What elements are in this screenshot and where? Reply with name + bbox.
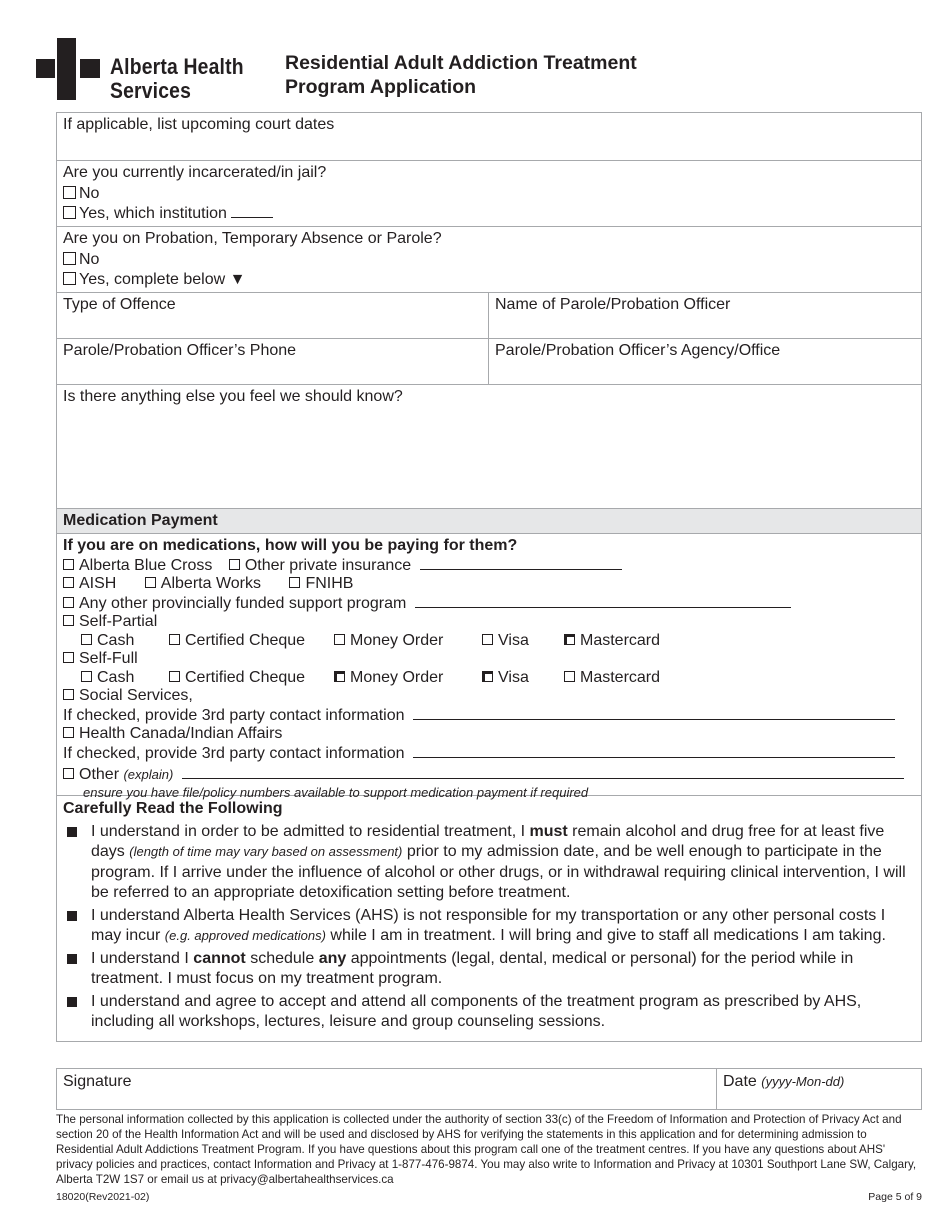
third-party-field-1[interactable] [413, 706, 895, 720]
terms-1-emphasis: must [529, 822, 568, 840]
probation-no-checkbox[interactable] [63, 252, 76, 265]
self-full-option[interactable] [63, 650, 915, 669]
full-cash-label: Cash [97, 668, 135, 686]
officer-agency-field[interactable] [489, 339, 921, 384]
other-explain-label: (explain) [123, 767, 174, 782]
third-party-field-2[interactable] [413, 744, 895, 758]
privacy-notice: The personal information collected by this application is collected under the authority of section 33(c) of the Freedom of Information and Protection of Privacy Act and section 20 of the Health Information Act and will be used and disclosed by AHS for verifying the statements in this application and for determining admission to Residential Adult Addictions Treatment Program. If you have questions about this program call one of the treatment centres. If you have any questions about AHS' privacy policies and practices, contact Information and Privacy at 1-877-476-9874. You may also write to Information and Privacy at 10301 Southport Lane SW, Calgary, Alberta T2W 1S7 or email us at privacy@albertahealthservices.ca [56, 1113, 917, 1186]
other-private-option[interactable] [229, 557, 411, 576]
officer-contact-row [57, 339, 921, 385]
third-party-label-1: If checked, provide 3rd party contact information [63, 706, 405, 724]
blue-cross-label: Alberta Blue Cross [79, 556, 213, 574]
partial-money-order-option[interactable] [334, 632, 482, 651]
court-dates-row[interactable] [57, 113, 921, 161]
probation-question: Are you on Probation, Temporary Absence or Parole? [63, 230, 442, 247]
alberta-works-option[interactable] [145, 575, 261, 594]
self-full-checkbox[interactable] [63, 652, 74, 663]
terms-item [63, 906, 915, 947]
date-label: Date [723, 1073, 757, 1090]
terms-2-text-b: while I am in treatment. I will bring and give to staff all medications I am taking. [325, 927, 886, 944]
signature-row [56, 1068, 922, 1110]
blue-cross-checkbox[interactable] [63, 559, 74, 570]
probation-no-option[interactable] [63, 250, 915, 271]
full-cash-option[interactable] [81, 669, 169, 688]
officer-name-label: Name of Parole/Probation Officer [495, 296, 731, 313]
incarcerated-no-label: No [79, 184, 100, 202]
partial-visa-label: Visa [498, 631, 529, 649]
terms-3-text-b: schedule [245, 949, 319, 967]
partial-cash-checkbox[interactable] [81, 634, 92, 645]
medication-section-title: Medication Payment [57, 509, 921, 534]
document-title-line-1: Residential Adult Addiction Treatment [285, 52, 637, 74]
terms-3-text-a: I understand I [91, 949, 194, 967]
self-partial-option[interactable] [63, 613, 915, 632]
probation-no-label: No [79, 250, 100, 268]
incarcerated-no-option[interactable] [63, 184, 915, 205]
page-header [0, 0, 950, 112]
anything-else-row[interactable] [57, 385, 921, 509]
full-mastercard-checkbox[interactable] [564, 671, 575, 682]
full-cheque-option[interactable] [169, 669, 334, 688]
aish-checkbox[interactable] [63, 577, 74, 588]
health-canada-option[interactable] [63, 725, 915, 744]
type-of-offence-field[interactable] [57, 293, 489, 338]
incarcerated-yes-checkbox[interactable] [63, 206, 76, 219]
brand-line-1: Alberta Health [110, 54, 244, 79]
document-title-line-2: Program Application [285, 76, 477, 98]
full-cash-checkbox[interactable] [81, 671, 92, 682]
incarcerated-row [57, 161, 921, 227]
self-partial-methods [63, 632, 915, 651]
full-mastercard-option[interactable] [564, 669, 660, 688]
terms-item [63, 822, 915, 904]
other-field[interactable] [182, 765, 904, 779]
other-private-checkbox[interactable] [229, 559, 240, 570]
other-checkbox[interactable] [63, 768, 74, 779]
partial-visa-checkbox[interactable] [482, 634, 493, 645]
full-visa-option[interactable] [482, 669, 564, 688]
blue-cross-option[interactable] [63, 557, 212, 576]
probation-yes-checkbox[interactable] [63, 272, 76, 285]
full-cheque-label: Certified Cheque [185, 668, 306, 686]
ahs-logo-icon [36, 38, 100, 100]
incarcerated-question: Are you currently incarcerated/in jail? [63, 164, 327, 181]
health-canada-checkbox[interactable] [63, 727, 74, 738]
brand-line-2: Services [110, 78, 192, 103]
application-form [56, 112, 922, 1042]
brand-name [110, 55, 244, 103]
other-private-field[interactable] [420, 556, 622, 570]
probation-yes-option[interactable] [63, 270, 915, 291]
page-number: Page 5 of 9 [868, 1191, 922, 1203]
full-money-order-label: Money Order [350, 668, 444, 686]
full-cheque-checkbox[interactable] [169, 671, 180, 682]
terms-1-text-b: remain alcohol and drug free for at least five days [91, 822, 885, 860]
type-of-offence-label: Type of Offence [63, 296, 176, 313]
officer-name-field[interactable] [489, 293, 921, 338]
fnihb-option[interactable] [289, 575, 353, 594]
terms-4-text: I understand and agree to accept and attend all components of the treatment program as prescribed by AHS, including all workshops, lectures, leisure and group counseling sessions. [91, 992, 862, 1030]
aish-option[interactable] [63, 575, 116, 594]
date-field[interactable] [717, 1069, 921, 1109]
signature-label: Signature [63, 1073, 132, 1090]
partial-cash-option[interactable] [81, 632, 169, 651]
court-dates-label: If applicable, list upcoming court dates [63, 116, 335, 133]
partial-cash-label: Cash [97, 631, 135, 649]
fnihb-label: FNIHB [305, 575, 354, 592]
health-canada-label: Health Canada/Indian Affairs [79, 725, 283, 742]
officer-agency-label: Parole/Probation Officer’s Agency/Office [495, 342, 781, 359]
probation-row [57, 227, 921, 293]
incarcerated-no-checkbox[interactable] [63, 186, 76, 199]
partial-cheque-checkbox[interactable] [169, 634, 180, 645]
partial-visa-option[interactable] [482, 632, 564, 651]
incarcerated-yes-option[interactable] [63, 204, 915, 225]
provincial-option[interactable] [63, 595, 406, 614]
full-mastercard-label: Mastercard [580, 668, 661, 686]
self-partial-label: Self-Partial [79, 613, 158, 630]
partial-cheque-label: Certified Cheque [185, 631, 306, 649]
signature-field[interactable] [57, 1069, 717, 1109]
medication-note: ensure you have file/policy numbers available to support medication payment if required [83, 784, 589, 800]
partial-mastercard-checkbox[interactable] [564, 634, 575, 645]
terms-title: Carefully Read the Following [63, 800, 283, 817]
anything-else-label: Is there anything else you feel we should know? [63, 388, 403, 405]
officer-phone-label: Parole/Probation Officer’s Phone [63, 342, 297, 359]
terms-3-emphasis-1: cannot [193, 949, 246, 967]
terms-item [63, 949, 915, 990]
social-services-label: Social Services, [79, 687, 193, 704]
self-full-label: Self-Full [79, 650, 138, 667]
medication-payment-block [57, 534, 921, 800]
terms-2-text-a: I understand Alberta Health Services (AHS) is not responsible for my transportation or any other personal costs I may incur [91, 906, 886, 944]
self-full-methods [63, 669, 915, 688]
bullet-square-icon [67, 997, 77, 1007]
fnihb-checkbox[interactable] [289, 577, 300, 588]
partial-mastercard-label: Mastercard [580, 631, 661, 649]
incarcerated-yes-label: Yes, which institution [79, 205, 227, 222]
self-partial-checkbox[interactable] [63, 615, 74, 626]
alberta-works-checkbox[interactable] [145, 577, 156, 588]
date-format-hint: (yyyy-Mon-dd) [761, 1074, 845, 1089]
terms-1-text-a: I understand in order to be admitted to residential treatment, I [91, 822, 530, 840]
partial-money-order-checkbox[interactable] [334, 634, 345, 645]
terms-2-note: (e.g. approved medications) [164, 928, 326, 943]
alberta-works-label: Alberta Works [160, 575, 261, 592]
other-private-label: Other private insurance [244, 556, 412, 574]
full-visa-label: Visa [498, 668, 529, 686]
terms-item [63, 992, 915, 1033]
probation-yes-label: Yes, complete below ▼ [79, 271, 246, 288]
bullet-square-icon [67, 954, 77, 964]
third-party-label-2: If checked, provide 3rd party contact information [63, 744, 405, 762]
terms-1-text-c: prior to my admission date, and be well enough to participate in the program. If I arrive under the influence of alcohol or other drugs, or in withdrawal requiring clinical intervention, I will be referred to an appropriate detoxification setting before treatment. [91, 843, 906, 901]
full-visa-checkbox[interactable] [482, 671, 493, 682]
terms-block [57, 796, 921, 1041]
partial-mastercard-option[interactable] [564, 632, 660, 651]
form-number: 18020(Rev2021-02) [56, 1191, 150, 1203]
social-services-checkbox[interactable] [63, 689, 74, 700]
terms-3-text-c: appointments (legal, dental, medical or personal) for the period while in treatment. I must focus on my treatment program. [91, 949, 854, 987]
full-money-order-checkbox[interactable] [334, 671, 345, 682]
bullet-square-icon [67, 911, 77, 921]
provincial-checkbox[interactable] [63, 597, 74, 608]
partial-cheque-option[interactable] [169, 632, 334, 651]
offence-row [57, 293, 921, 339]
other-option[interactable] [63, 766, 173, 785]
officer-phone-field[interactable] [57, 339, 489, 384]
provincial-label: Any other provincially funded support program [79, 594, 407, 612]
medication-question: If you are on medications, how will you be paying for them? [63, 537, 518, 554]
social-services-option[interactable] [63, 687, 915, 706]
terms-1-note: (length of time may vary based on assessment) [129, 844, 403, 859]
document-title [285, 51, 637, 99]
aish-label: AISH [79, 575, 117, 592]
partial-money-order-label: Money Order [350, 631, 444, 649]
institution-field[interactable] [231, 204, 273, 218]
provincial-field[interactable] [415, 594, 791, 608]
terms-3-emphasis-2: any [318, 949, 347, 967]
bullet-square-icon [67, 827, 77, 837]
full-money-order-option[interactable] [334, 669, 482, 688]
other-label: Other [79, 766, 120, 783]
